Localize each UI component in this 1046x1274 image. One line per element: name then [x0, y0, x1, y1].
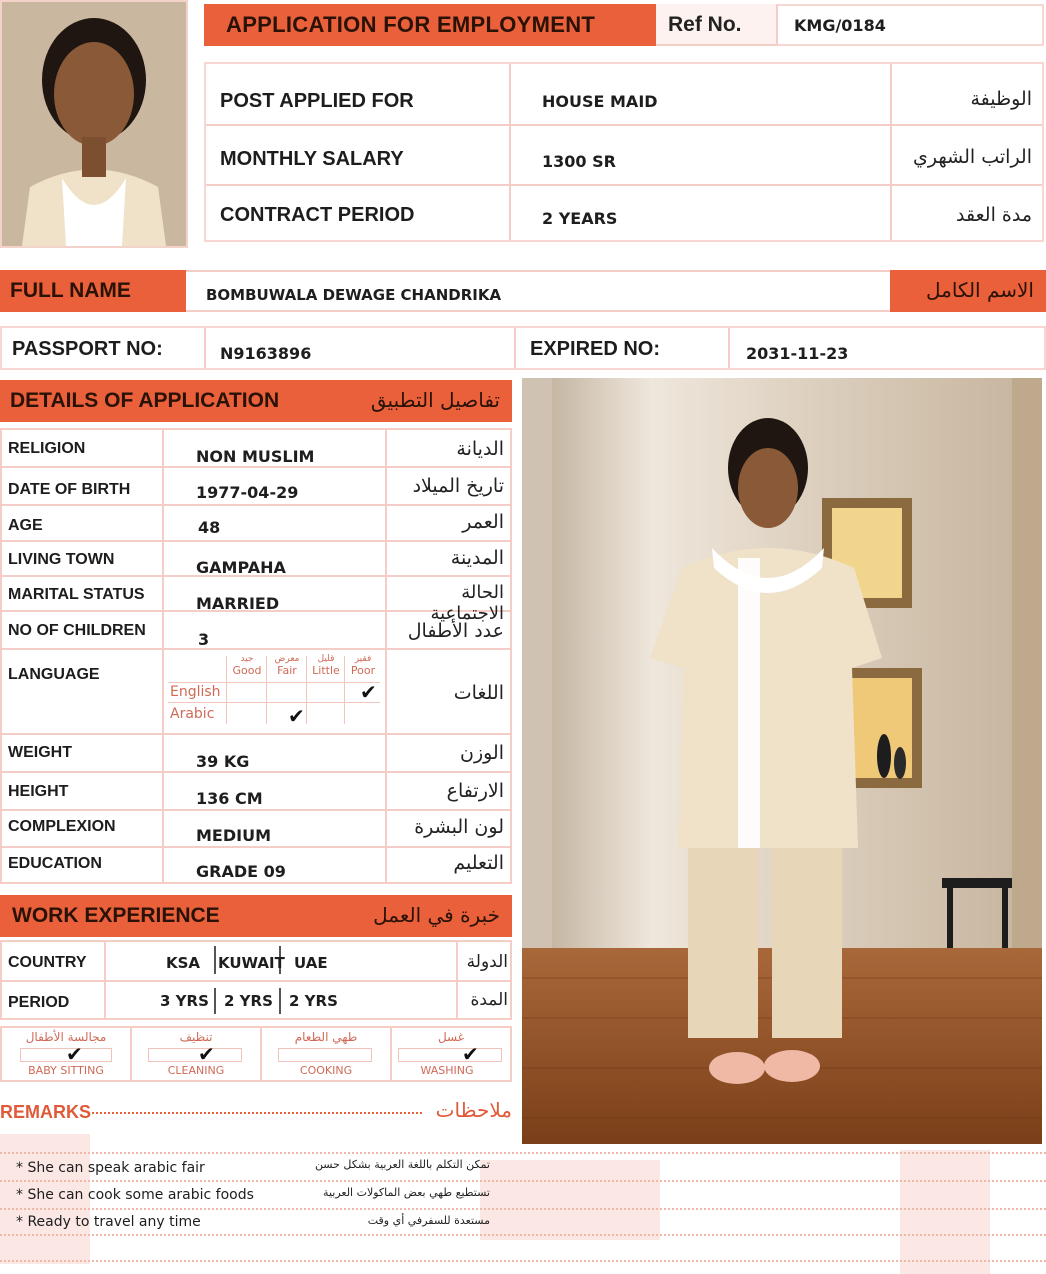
town-ar: المدينة [450, 547, 504, 569]
level-good: Good [232, 664, 262, 677]
children-ar: عدد الأطفال [407, 620, 504, 642]
skill-washing-ar: غسل [437, 1030, 465, 1044]
education-value: GRADE 09 [196, 862, 286, 881]
full-name-ar: الاسم الكامل [925, 278, 1034, 302]
work-header [0, 895, 512, 937]
contract-label: CONTRACT PERIOD [220, 204, 415, 226]
period-ksa: 3 YRS [160, 992, 209, 1010]
title-bar [204, 4, 656, 46]
level-fair: Fair [277, 664, 297, 677]
remarks-header [0, 1098, 512, 1130]
marital-ar: الحالة الاجتماعية [430, 582, 504, 624]
baby-sitting-check-icon: ✔ [66, 1042, 83, 1066]
education-ar: التعليم [453, 852, 504, 874]
skill-baby-sitting-ar: مجالسة الأطفال [25, 1030, 107, 1044]
contract-value: 2 YEARS [542, 209, 618, 228]
english-check-icon: ✔ [360, 680, 377, 704]
country-label: COUNTRY [8, 954, 87, 971]
arabic-check-icon: ✔ [288, 704, 305, 728]
skill-washing [392, 1028, 510, 1080]
remark-3: * Ready to travel any time [16, 1214, 201, 1230]
remarks-label: REMARKS [0, 1102, 92, 1122]
post-label: POST APPLIED FOR [220, 90, 414, 112]
language-label: LANGUAGE [8, 666, 100, 683]
post-value-row [542, 92, 872, 112]
period-ar: المدة [470, 990, 508, 1010]
skill-washing-en: WASHING [420, 1064, 474, 1077]
salary-row [220, 148, 500, 171]
details-title-ar: تفاصيل التطبيق [370, 388, 500, 412]
work-table [0, 940, 512, 1020]
salary-ar-row [896, 146, 1032, 168]
language-grid [166, 652, 382, 728]
page-title: APPLICATION FOR EMPLOYMENT [226, 12, 596, 37]
level-fair-ar: معرض [274, 654, 300, 664]
country-uae: UAE [294, 954, 328, 972]
full-name-value: BOMBUWALA DEWAGE CHANDRIKA [206, 286, 502, 304]
contract-ar: مدة العقد [956, 204, 1032, 226]
passport-row [0, 326, 1046, 370]
remark-1: * She can speak arabic fair [16, 1160, 205, 1176]
dob-ar: تاريخ الميلاد [412, 475, 504, 497]
ref-value: KMG/0184 [794, 16, 886, 35]
contract-value-row [542, 209, 872, 229]
full-name-ar-cell [890, 270, 1046, 312]
passport-value: N9163896 [220, 344, 312, 363]
passport-label: PASSPORT NO: [12, 338, 163, 360]
work-title: WORK EXPERIENCE [12, 904, 220, 927]
portrait-figure [2, 2, 186, 246]
religion-value: NON MUSLIM [196, 447, 315, 466]
post-table [204, 62, 1044, 242]
skill-baby-sitting [2, 1028, 130, 1080]
country-ar: الدولة [466, 952, 508, 972]
children-label: NO OF CHILDREN [8, 622, 146, 639]
remark-1-ar: تمكن التكلم باللغة العربية بشكل حسن [314, 1158, 490, 1171]
marital-value: MARRIED [196, 594, 280, 613]
ref-label: Ref No. [668, 13, 742, 36]
salary-ar: الراتب الشهري [913, 146, 1032, 168]
skill-baby-sitting-en: BABY SITTING [28, 1064, 104, 1077]
contract-ar-row [896, 204, 1032, 226]
details-table [0, 428, 512, 884]
religion-ar: الديانة [456, 438, 504, 460]
remarks-list [0, 1150, 1046, 1260]
remarks-dots [92, 1112, 422, 1114]
period-label: PERIOD [8, 994, 70, 1011]
skills-row [0, 1026, 512, 1082]
dob-value: 1977-04-29 [196, 483, 299, 502]
post-value: HOUSE MAID [542, 92, 658, 111]
period-uae: 2 YRS [289, 992, 338, 1010]
religion-label: RELIGION [8, 440, 86, 457]
country-ksa: KSA [166, 954, 201, 972]
lang-arabic: Arabic [170, 706, 215, 722]
skill-cooking-ar: طهي الطعام [294, 1030, 358, 1044]
weight-label: WEIGHT [8, 744, 72, 761]
post-row [220, 90, 500, 113]
cleaning-check-icon: ✔ [198, 1042, 215, 1066]
remarks-label-ar: ملاحظات [435, 1098, 512, 1122]
height-value: 136 CM [196, 789, 263, 808]
remark-2-ar: تستطيع طهي بعض الماكولات العربية [323, 1186, 490, 1199]
period-kuwait: 2 YRS [224, 992, 273, 1010]
contract-row [220, 204, 500, 227]
salary-value: 1300 SR [542, 152, 616, 171]
weight-ar: الوزن [459, 742, 504, 764]
skill-cooking-en: COOKING [299, 1064, 353, 1077]
expired-label: EXPIRED NO: [530, 338, 661, 360]
level-little: Little [312, 664, 340, 677]
full-name-label: FULL NAME [10, 279, 131, 302]
post-ar: الوظيفة [970, 88, 1032, 110]
level-poor: Poor [350, 664, 376, 677]
complexion-ar: لون البشرة [414, 816, 504, 838]
full-name-label-cell [0, 270, 186, 312]
skill-cleaning-ar: تنظيف [179, 1030, 213, 1044]
skill-cooking [262, 1028, 390, 1080]
weight-value: 39 KG [196, 752, 250, 771]
lang-english: English [170, 684, 221, 700]
full-body-figure [522, 378, 1042, 1144]
language-ar: اللغات [453, 682, 504, 704]
dob-label: DATE OF BIRTH [8, 481, 131, 498]
expired-value: 2031-11-23 [746, 344, 849, 363]
complexion-value: MEDIUM [196, 826, 271, 845]
details-title: DETAILS OF APPLICATION [10, 389, 280, 412]
country-kuwait: KUWAIT [218, 954, 285, 972]
ref-value-cell [776, 4, 1044, 46]
education-label: EDUCATION [8, 855, 102, 872]
portrait-photo [0, 0, 188, 248]
work-title-ar: خبرة في العمل [373, 903, 500, 927]
full-name-value-cell [186, 270, 890, 312]
level-good-ar: جيد [240, 654, 254, 664]
skill-cleaning-en: CLEANING [167, 1064, 225, 1077]
remark-2: * She can cook some arabic foods [16, 1187, 254, 1203]
skill-cleaning [132, 1028, 260, 1080]
age-ar: العمر [462, 511, 504, 533]
town-value: GAMPAHA [196, 558, 286, 577]
complexion-label: COMPLEXION [8, 818, 116, 835]
salary-value-row [542, 152, 872, 172]
town-label: LIVING TOWN [8, 551, 115, 568]
marital-label: MARITAL STATUS [8, 586, 145, 603]
details-header [0, 380, 512, 422]
level-little-ar: قليل [317, 654, 335, 664]
ref-label-cell [656, 4, 776, 46]
height-ar: الارتفاع [446, 780, 504, 802]
age-value: 48 [198, 518, 221, 537]
height-label: HEIGHT [8, 783, 69, 800]
remark-3-ar: مستعدة للسفرفي أي وقت [367, 1214, 490, 1227]
washing-check-icon: ✔ [462, 1042, 479, 1066]
full-body-photo [522, 378, 1042, 1144]
level-poor-ar: فقير [354, 654, 372, 664]
children-value: 3 [198, 630, 210, 649]
salary-label: MONTHLY SALARY [220, 148, 404, 170]
post-ar-row [896, 88, 1032, 110]
age-label: AGE [8, 517, 43, 534]
